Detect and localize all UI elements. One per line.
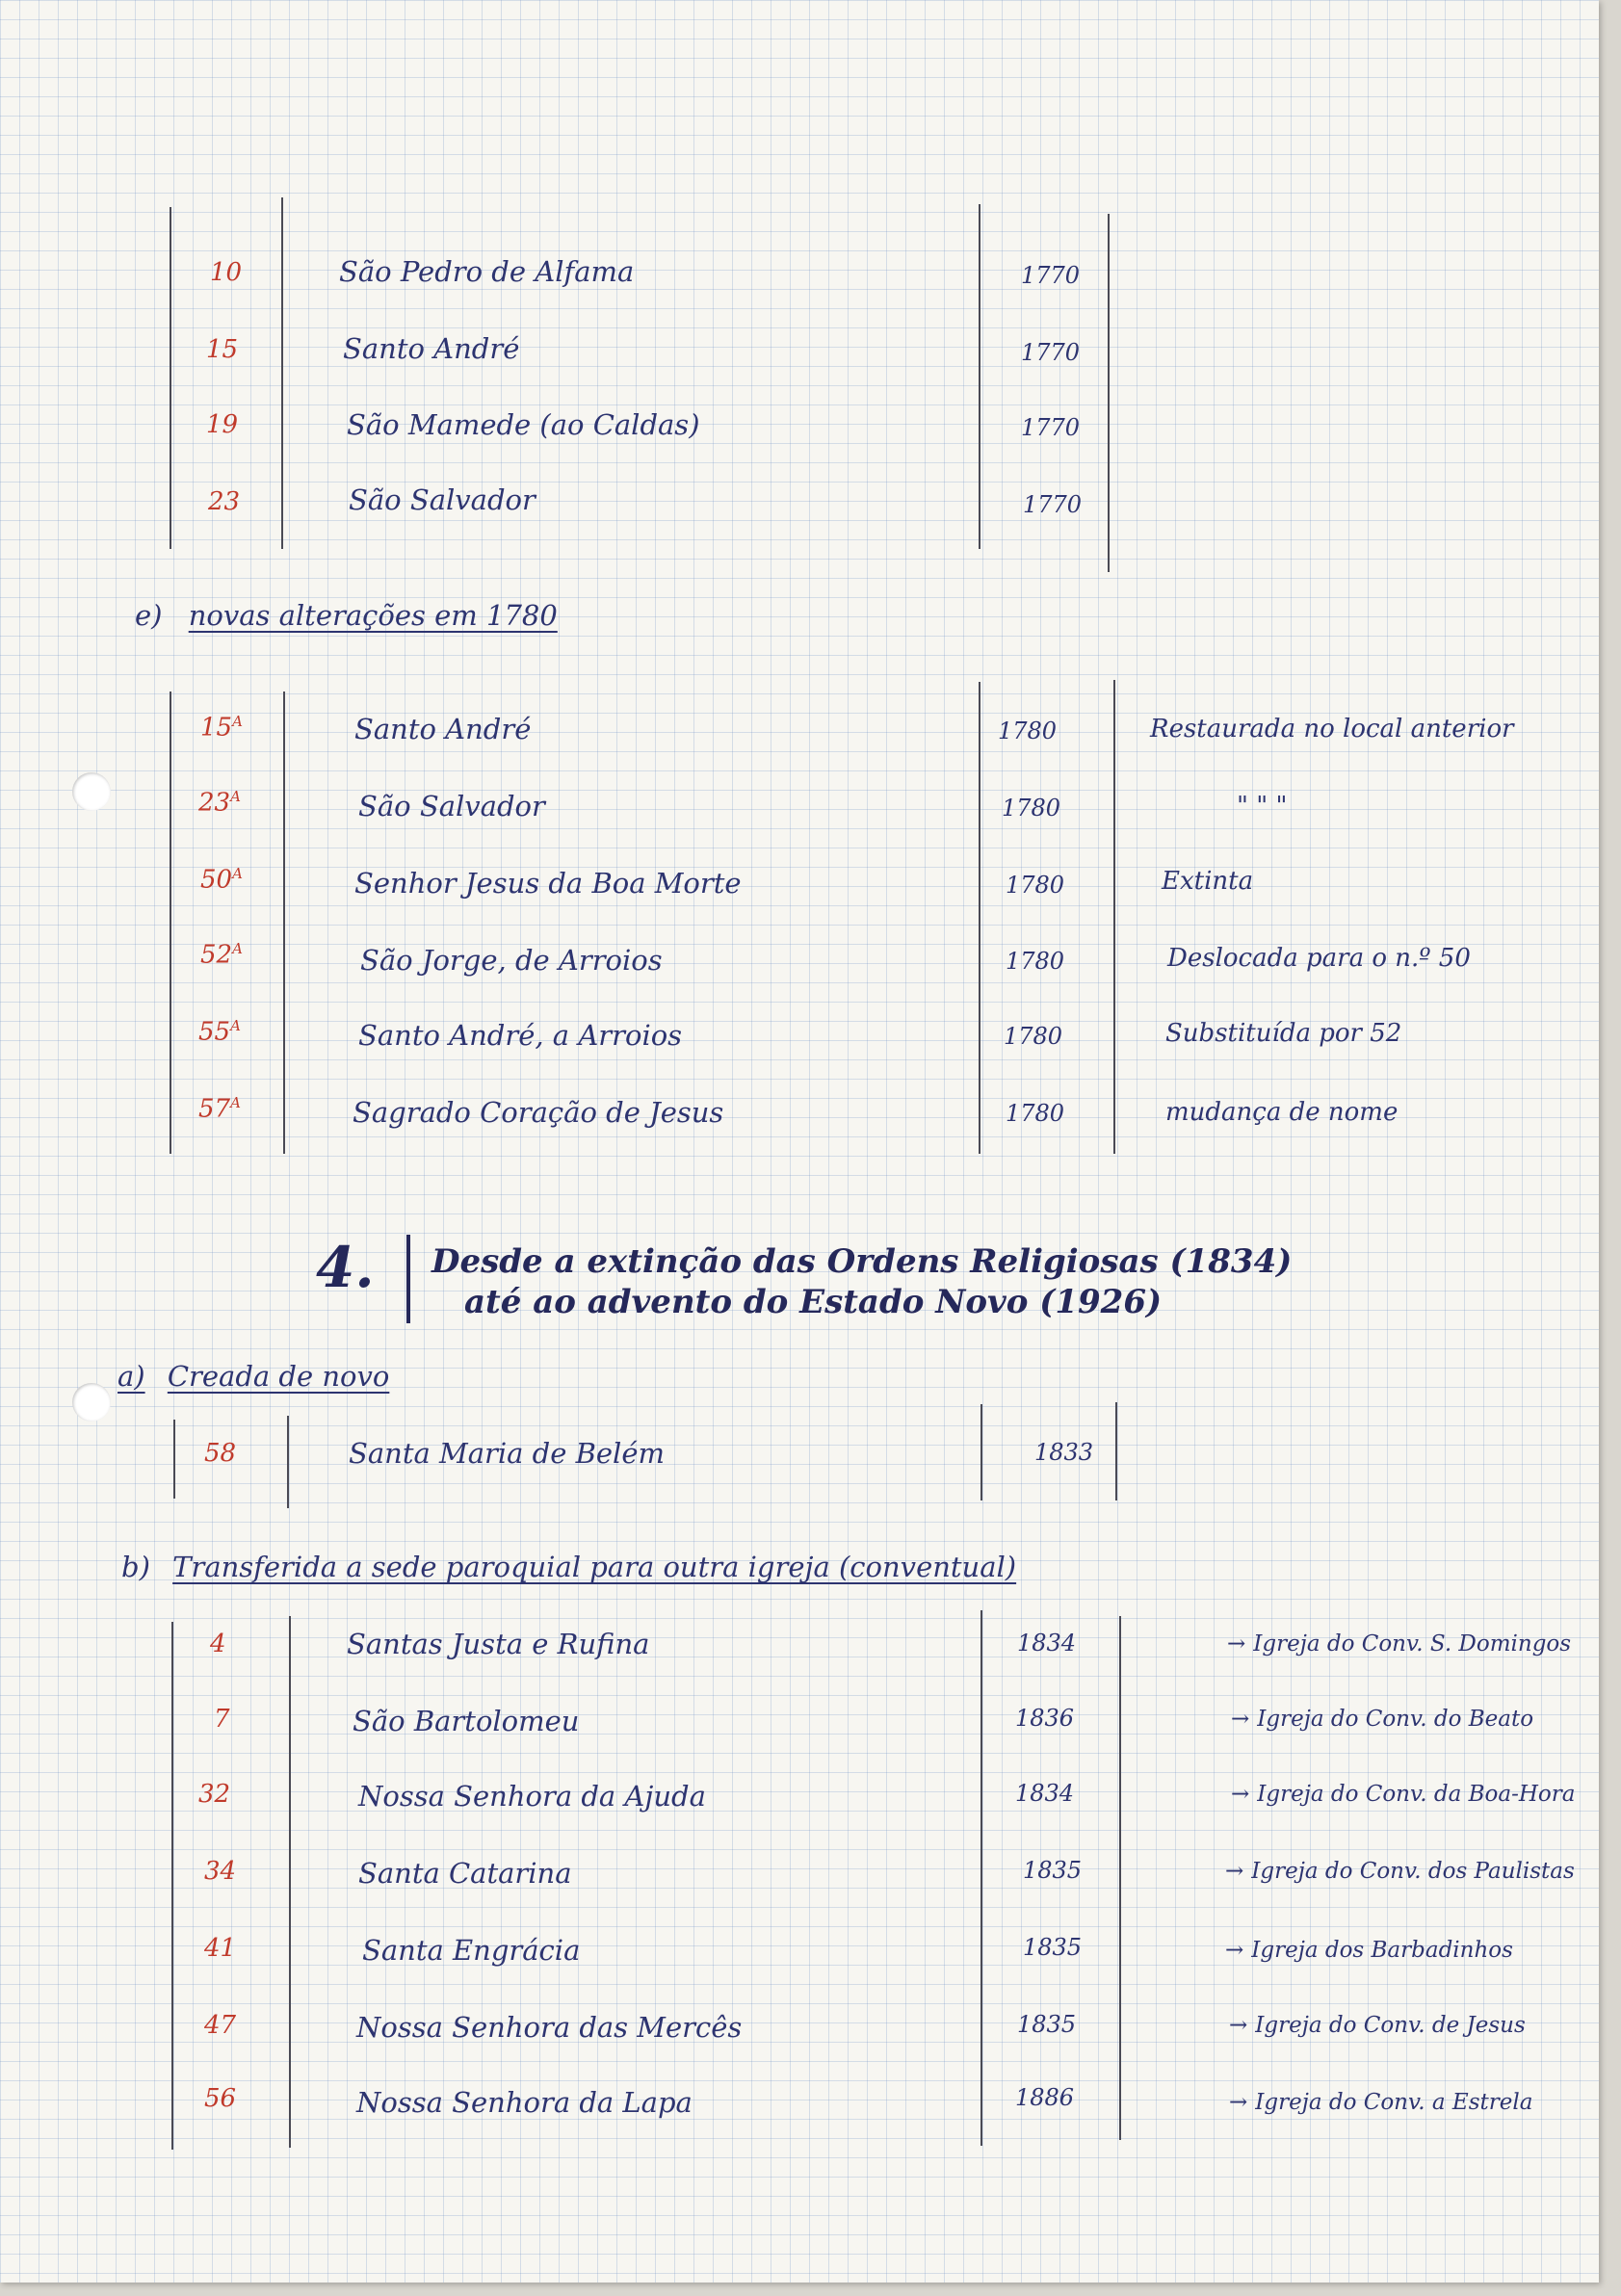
table-divider <box>287 1416 289 1508</box>
section-4-number: 4. <box>316 1235 375 1300</box>
section-e-letter: e) <box>135 599 163 632</box>
section-e-title: novas alterações em 1780 <box>188 599 558 632</box>
parish-name: Santo André <box>354 713 532 745</box>
arrow-icon: → <box>1225 1859 1244 1884</box>
section-b-heading <box>121 1551 1016 1583</box>
parish-number: 19 <box>206 410 239 439</box>
parish-year: 1835 <box>1017 2011 1077 2038</box>
parish-name: São Bartolomeu <box>353 1705 580 1737</box>
parish-name: São Jorge, de Arroios <box>360 944 663 977</box>
arrow-icon: → <box>1225 1938 1244 1963</box>
parish-year: 1780 <box>1006 1100 1065 1127</box>
parish-name: Sagrado Coração de Jesus <box>353 1096 724 1129</box>
parish-year: 1780 <box>1006 948 1065 975</box>
section-4-title-line2: até ao advento do Estado Novo (1926) <box>464 1283 1163 1321</box>
parish-number: $52^A$ <box>200 940 243 970</box>
parish-name: São Pedro de Alfama <box>339 255 635 288</box>
parish-name: Santa Engrácia <box>362 1934 581 1967</box>
arrow-icon: → <box>1229 2013 1248 2038</box>
parish-number: 58 <box>204 1439 237 1468</box>
table-divider <box>1115 1402 1117 1500</box>
parish-year: 1770 <box>1021 414 1081 441</box>
parish-year: 1834 <box>1015 1780 1075 1807</box>
parish-note: → Igreja do Conv. do Beato <box>1231 1707 1534 1732</box>
table-divider <box>1113 680 1115 1154</box>
table-divider <box>980 1404 982 1500</box>
parish-number: 4 <box>210 1630 226 1658</box>
parish-name: São Mamede (ao Caldas) <box>347 408 700 441</box>
parish-note: → Igreja do Conv. de Jesus <box>1229 2013 1526 2038</box>
parish-year: 1835 <box>1023 1857 1083 1884</box>
table-divider <box>980 1610 982 2146</box>
section-b-title: Transferida a sede paroquial para outra igreja (conventual) <box>172 1551 1017 1583</box>
arrow-icon: → <box>1227 1631 1246 1657</box>
parish-year: 1780 <box>998 718 1058 744</box>
parish-number: $57^A$ <box>198 1094 241 1124</box>
parish-year: 1770 <box>1021 339 1081 366</box>
parish-name: Santa Maria de Belém <box>349 1437 665 1470</box>
parish-note: → Igreja do Conv. dos Paulistas <box>1225 1859 1575 1884</box>
parish-note: Extinta <box>1162 867 1254 896</box>
section-4-title-line1: Desde a extinção das Ordens Religiosas (1834) <box>431 1242 1293 1281</box>
arrow-icon: → <box>1229 2090 1248 2115</box>
parish-number: 41 <box>204 1934 237 1963</box>
table-divider <box>283 691 285 1154</box>
parish-note: mudança de nome <box>1165 1098 1399 1127</box>
table-divider <box>170 207 171 549</box>
parish-note: " " " <box>1237 792 1288 821</box>
table-divider <box>289 1616 291 2148</box>
parish-name: Nossa Senhora das Mercês <box>356 2011 743 2044</box>
parish-number: $50^A$ <box>200 865 243 895</box>
parish-number: $23^A$ <box>198 788 241 818</box>
parish-note: → Igreja do Conv. da Boa-Hora <box>1231 1782 1576 1807</box>
parish-year: 1836 <box>1015 1705 1075 1732</box>
punch-hole-top <box>72 772 111 811</box>
parish-name: Senhor Jesus da Boa Morte <box>354 867 742 900</box>
parish-name: São Salvador <box>358 790 545 822</box>
parish-name: Santas Justa e Rufina <box>347 1628 650 1660</box>
parish-note: → Igreja do Conv. S. Domingos <box>1227 1631 1572 1657</box>
parish-number: $15^A$ <box>200 713 243 743</box>
section-a-letter: a) <box>118 1360 145 1393</box>
table-divider <box>979 682 980 1154</box>
parish-year: 1833 <box>1034 1439 1094 1466</box>
parish-note: → Igreja do Conv. a Estrela <box>1229 2090 1533 2115</box>
parish-note: Substituída por 52 <box>1165 1019 1402 1048</box>
parish-name: São Salvador <box>349 483 536 516</box>
parish-year: 1770 <box>1021 262 1081 289</box>
parish-number: 56 <box>204 2084 237 2113</box>
parish-name: Nossa Senhora da Lapa <box>356 2086 693 2119</box>
parish-number: 34 <box>204 1857 237 1886</box>
parish-note: Restaurada no local anterior <box>1150 715 1514 744</box>
section-a-title: Creada de novo <box>167 1360 390 1393</box>
table-divider <box>1119 1616 1121 2140</box>
section-4-bar <box>406 1235 410 1323</box>
parish-note: → Igreja dos Barbadinhos <box>1225 1938 1513 1963</box>
parish-number: 15 <box>206 335 239 364</box>
parish-name: Santa Catarina <box>358 1857 572 1890</box>
table-divider <box>170 691 171 1154</box>
table-divider <box>979 204 980 549</box>
punch-hole-bottom <box>72 1383 111 1422</box>
parish-number: 10 <box>210 258 243 287</box>
parish-note: Deslocada para o n.º 50 <box>1167 944 1471 973</box>
parish-year: 1780 <box>1006 872 1065 899</box>
parish-number: 32 <box>198 1780 231 1809</box>
table-divider <box>173 1420 175 1499</box>
parish-name: Santo André <box>343 332 520 365</box>
arrow-icon: → <box>1231 1782 1250 1807</box>
parish-year: 1835 <box>1023 1934 1083 1961</box>
parish-year: 1886 <box>1015 2084 1075 2111</box>
parish-name: Nossa Senhora da Ajuda <box>358 1780 706 1813</box>
parish-year: 1780 <box>1002 795 1061 822</box>
parish-year: 1834 <box>1017 1630 1077 1657</box>
arrow-icon: → <box>1231 1707 1250 1732</box>
table-divider <box>281 197 283 549</box>
parish-number: 47 <box>204 2011 237 2040</box>
parish-number: 23 <box>208 487 241 516</box>
section-b-letter: b) <box>121 1551 150 1583</box>
section-e-heading <box>135 599 558 632</box>
parish-number: $55^A$ <box>198 1017 241 1047</box>
table-divider <box>1108 214 1110 572</box>
parish-name: Santo André, a Arroios <box>358 1019 683 1052</box>
parish-number: 7 <box>214 1705 230 1734</box>
table-divider <box>171 1622 173 2150</box>
section-a-heading <box>118 1360 389 1393</box>
parish-year: 1780 <box>1004 1023 1063 1050</box>
parish-year: 1770 <box>1023 491 1083 518</box>
